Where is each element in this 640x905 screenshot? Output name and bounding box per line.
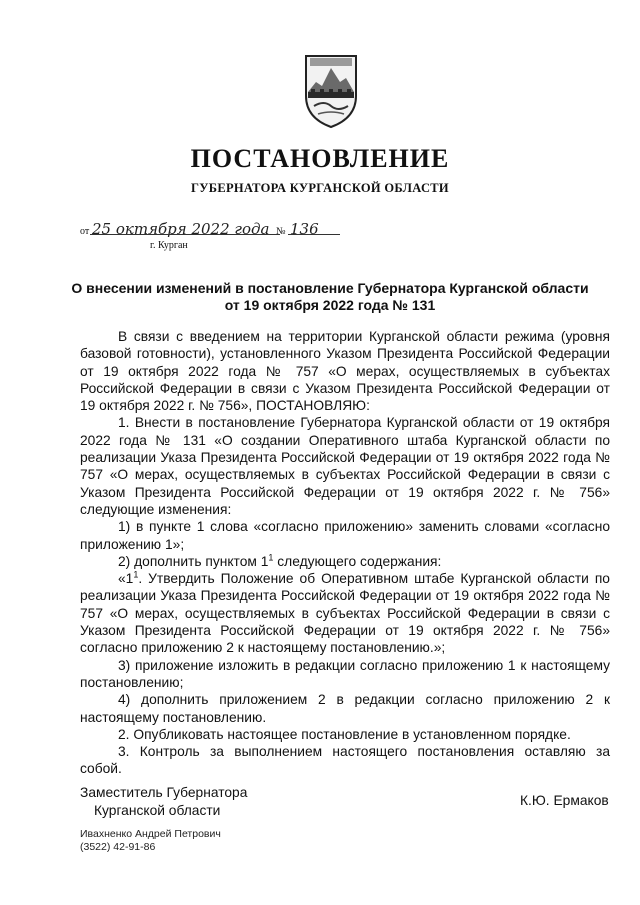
preamble-paragraph: В связи с введением на территории Курганской области режима (уровня базовой готовности), установленного Указом Президента Российской Федерации от 19 октября 2022 года № 757 «О мерах, осуществляемых в субъектах Российской Федерации в связи с Указом Президента Российской Федерации от 19 октября 2022 г. № 756», ПОСТАНОВЛЯЮ: (80, 329, 610, 414)
executor-name: Ивахненко Андрей Петрович (80, 828, 221, 840)
number-underline (288, 234, 340, 235)
heading-line-1: О внесении изменений в постановление Губернатора Курганской области (71, 280, 589, 296)
item-3-paragraph: 3. Контроль за выполнением настоящего постановления оставляю за собой. (80, 744, 610, 777)
item-1-paragraph: 1. Внести в постановление Губернатора Курганской области от 19 октября 2022 года № 131 «О создании Оперативного штаба Курганской области по реализации Указа Президента Российской Федерации от 19 октября 2022 года № 757 «О мерах, осуществляемых в субъектах Российской Федерации в связи с Указом Президента Российской Федерации от 19 октября 2022 г. № 756» следующие изменения: (80, 415, 610, 517)
executor-block (80, 828, 221, 854)
coat-of-arms-icon (302, 52, 360, 130)
handwritten-date: 25 октября 2022 года (92, 220, 270, 238)
document-subtitle: ГУБЕРНАТОРА КУРГАНСКОЙ ОБЛАСТИ (191, 181, 449, 195)
document-body (80, 328, 610, 778)
from-label: от (80, 226, 90, 237)
quote-text: . Утвердить Положение об Оперативном штабе Курганской области по реализации Указа Президента Российской Федерации от 19 октября 2022 года № 757 «О мерах, осуществляемых в субъектах Российской Федерации в связи с Указом Президента Российской Федерации от 19 октября 2022 г. № 756» согласно приложению 2 к настоящему постановлению.»; (80, 571, 610, 656)
place-label: г. Курган (150, 240, 188, 251)
subitem-2-superscript: 1 (268, 552, 274, 563)
date-number-block (80, 222, 350, 262)
subitem-2-tail: следующего содержания: (273, 553, 442, 569)
subitem-3-paragraph: 3) приложение изложить в редакции согласно приложению 1 к настоящему постановлению; (80, 657, 610, 690)
quote-superscript: 1 (133, 569, 139, 580)
date-underline (90, 234, 280, 235)
subitem-1-paragraph: 1) в пункте 1 слова «согласно приложению» заменить словами «согласно приложению 1»; (80, 519, 610, 552)
subitem-4-paragraph: 4) дополнить приложением 2 в редакции согласно приложению 2 к настоящему постановлению. (80, 692, 610, 725)
position-line-1: Заместитель Губернатора (80, 785, 248, 800)
position-line-2: Курганской области (94, 802, 221, 818)
subitem-2-paragraph (80, 553, 610, 570)
signatory-position (80, 784, 247, 819)
document-heading (60, 280, 600, 314)
quote-paragraph (80, 570, 610, 656)
signatory-name: К.Ю. Ермаков (520, 793, 609, 808)
number-label: № (276, 226, 286, 237)
executor-phone: (3522) 42-91-86 (80, 841, 156, 853)
quote-start: «1 (118, 571, 134, 587)
subitem-2-text: 2) дополнить пунктом 1 (118, 553, 269, 569)
handwritten-number: 136 (290, 220, 319, 238)
document-title: ПОСТАНОВЛЕНИЕ (190, 144, 450, 173)
item-2-paragraph: 2. Опубликовать настоящее постановление в установленном порядке. (118, 726, 571, 742)
heading-line-2: от 19 октября 2022 года № 131 (224, 297, 436, 313)
